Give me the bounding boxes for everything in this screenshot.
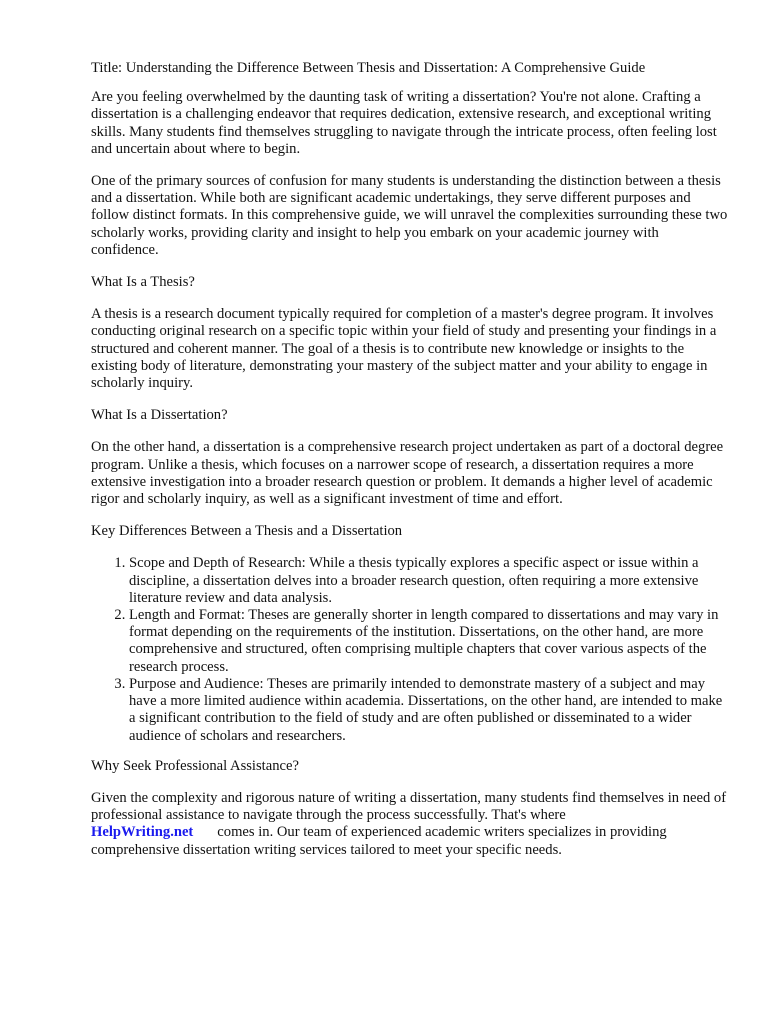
assistance-text-after: comes in. Our team of experienced academic writers specializes in providing comprehensive dissertation writing services tailored to meet your specific needs. bbox=[91, 824, 667, 858]
list-item: 2. Length and Format: Theses are generally shorter in length compared to dissertations and may vary in format depending on the requirements of the institution. Dissertations, on the other hand, are more comprehensive and structured, often comprising multiple chapters that cover various aspects of the research process. bbox=[129, 607, 728, 676]
differences-list bbox=[91, 555, 728, 744]
list-item: 3. Purpose and Audience: Theses are primarily intended to demonstrate mastery of a subject and may have a more limited audience within academia. Dissertations, on the other hand, are intended to make a significant contribution to the field of study and are often published or disseminated to a wider audience of scholars and researchers. bbox=[129, 676, 728, 745]
intro-paragraph-2: One of the primary sources of confusion for many students is understanding the distinction between a thesis and a dissertation. While both are significant academic undertakings, they serve different purposes and follow distinct formats. In this comprehensive guide, we will unravel the complexities surrounding these two scholarly works, providing clarity and insight to help you embark on your academic journey with confidence. bbox=[91, 173, 728, 258]
dissertation-heading: What Is a Dissertation? bbox=[91, 407, 228, 424]
differences-heading: Key Differences Between a Thesis and a Dissertation bbox=[91, 523, 403, 540]
assistance-text-before: Given the complexity and rigorous nature of writing a dissertation, many students find themselves in need of professional assistance to navigate through the process successfully. That's where bbox=[91, 789, 727, 824]
assistance-paragraph bbox=[91, 790, 728, 859]
thesis-paragraph: A thesis is a research document typically required for completion of a master's degree program. It involves conducting original research on a specific topic within your field of study and presenting your findings in a structured and coherent manner. The goal of a thesis is to contribute new knowledge or insights to the existing body of literature, demonstrating your mastery of the subject matter and your ability to engage in scholarly inquiry. bbox=[91, 306, 717, 392]
thesis-heading: What Is a Thesis? bbox=[91, 274, 195, 291]
document-title: Title: Understanding the Difference Between Thesis and Dissertation: A Comprehensive Guide bbox=[91, 60, 646, 76]
intro-paragraph-1: Are you feeling overwhelmed by the daunting task of writing a dissertation? You're not alone. Crafting a dissertation is a challenging endeavor that requires dedication, extensive research, and exceptional writing skills. Many students find themselves struggling to navigate through the intricate process, often feeling lost and uncertain about where to begin. bbox=[91, 89, 717, 157]
assistance-heading: Why Seek Professional Assistance? bbox=[91, 757, 299, 774]
dissertation-paragraph: On the other hand, a dissertation is a comprehensive research project undertaken as part of a doctoral degree program. Unlike a thesis, which focuses on a narrower scope of research, a dissertation requires a more extensive investigation into a broader research question or problem. It demands a higher level of academic rigor and scholarly inquiry, as well as a significant investment of time and effort. bbox=[91, 439, 724, 508]
list-item: 1. Scope and Depth of Research: While a thesis typically explores a specific aspect or issue within a discipline, a dissertation delves into a broader research question, often requiring a more extensive literature review and data analysis. bbox=[129, 555, 728, 607]
helpwriting-link[interactable]: HelpWriting.net bbox=[91, 824, 194, 841]
